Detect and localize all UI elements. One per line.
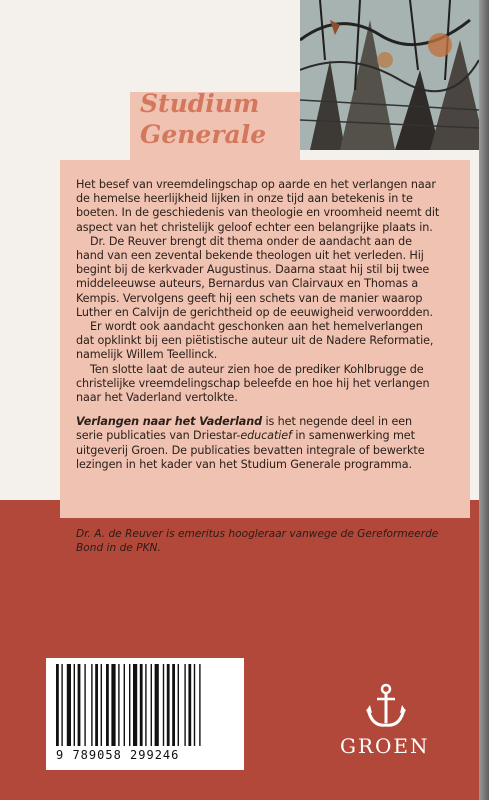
series-title-line1: Studium [140,89,260,118]
blurb-paragraph-1: Het besef van vreemdelingschap op aarde en het verlangen naar de hemelse heerlijkheid lijken in onze tijd aan betekenis in te boeten. In de geschiedenis van theologie en vroomheid neemt dit aspect van het christelijk geloof echter een belangrijke plaats in. [76,178,440,234]
barcode [46,658,244,770]
blurb [76,178,442,472]
blurb-p5-italic: educatief [240,429,292,443]
blurb-paragraph-3: Er wordt ook aandacht geschonken aan het hemelverlangen dat opklinkt bij een piëtistische auteur uit de Nadere Reformatie, namelijk Willem Teellinck. [76,320,434,362]
series-title [140,88,266,150]
isbn-digits: 9 789058 299246 [56,748,180,762]
book-edge [479,0,489,800]
publisher-name: GROEN [340,734,430,758]
blurb-p5-part-a: is het negende deel in een serie publicaties van Driestar- [76,415,413,443]
blurb-paragraph-2: Dr. De Reuver brengt dit thema onder de aandacht aan de hand van een zevental bekende theologen uit het verleden. Hij begint bij de kerkvader Augustinus. Daarna staat hij stil bij twee middeleeuwse auteurs, Bernardus van Clairvaux en Thomas a Kempis. Vervolgens geeft hij een schets van de manier waarop Luther en Calvijn de gerichtheid op de eeuwigheid verwoordden. [76,234,433,319]
book-title: Verlangen naar het Vaderland [76,415,263,429]
barcode-bars [56,664,234,746]
blurb-paragraph-5 [76,415,442,472]
series-title-line2: Generale [140,120,267,149]
blurb-paragraph-4: Ten slotte laat de auteur zien hoe de prediker Kohlbrugge de christelijke vreemdelingschap beleefde en hoe hij het verlangen naar het Vaderland vertolkte. [76,362,430,405]
blurb-p5-part-b: in samenwerking met uitgeverij Groen. De publicaties bevatten integrale of bewerkte lezingen in het kader van het Studium Generale programma. [76,429,425,471]
anchor-logo-icon [364,683,408,731]
author-note: Dr. A. de Reuver is emeritus hoogleraar vanwege de Gereformeerde Bond in de PKN. [76,528,439,554]
woodcut-illustration [300,0,479,150]
